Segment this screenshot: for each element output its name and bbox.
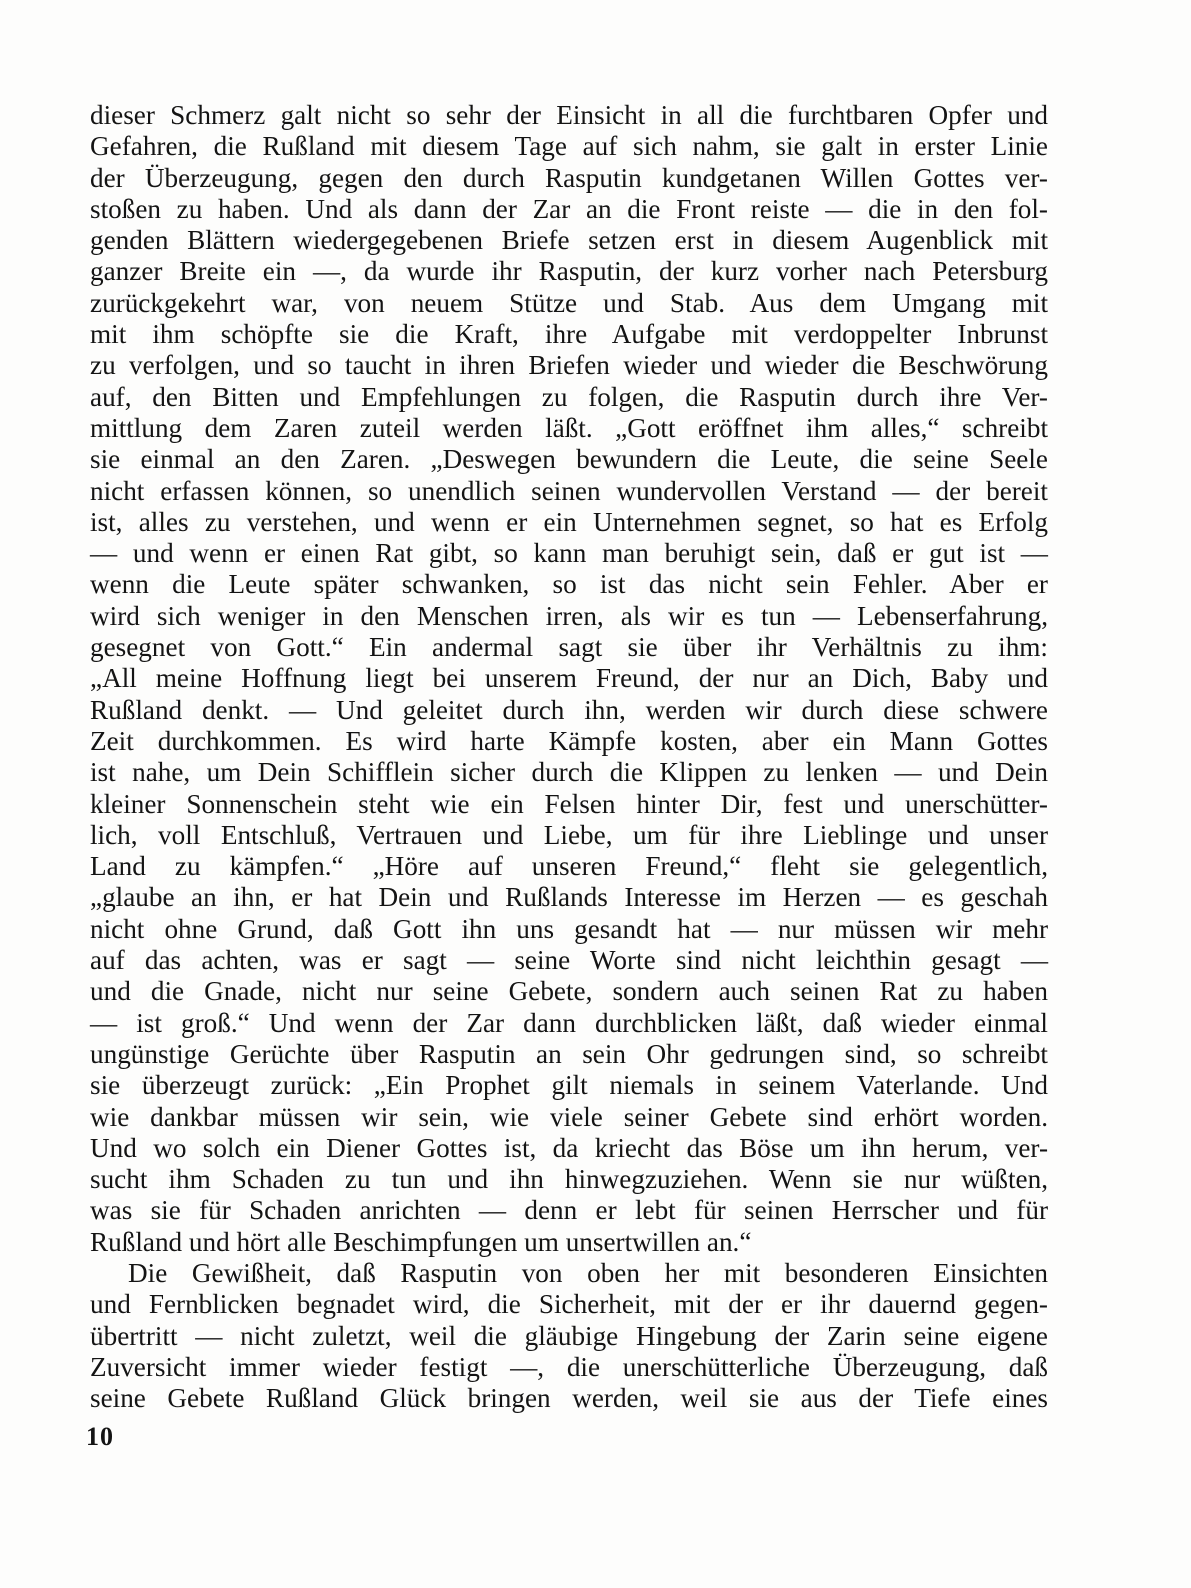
- text-line: und Fernblicken begnadet wird, die Sicherheit, mit der er ihr dauernd gegen-: [90, 1289, 1048, 1320]
- text-line: übertritt — nicht zuletzt, weil die gläubige Hingebung der Zarin seine eigene: [90, 1320, 1048, 1351]
- text-line: ungünstige Gerüchte über Rasputin an sein Ohr gedrungen sind, so schreibt: [90, 1038, 1048, 1069]
- text-line: nicht ohne Grund, daß Gott ihn uns gesandt hat — nur müssen wir mehr: [90, 913, 1048, 944]
- text-line: Und wo solch ein Diener Gottes ist, da kriecht das Böse um ihn herum, ver-: [90, 1132, 1048, 1163]
- text-line: stoßen zu haben. Und als dann der Zar an die Front reiste — die in den fol-: [90, 193, 1048, 224]
- text-line: ist nahe, um Dein Schifflein sicher durch die Klippen zu lenken — und Dein: [90, 757, 1048, 788]
- text-line: Rußland denkt. — Und geleitet durch ihn, werden wir durch diese schwere: [90, 694, 1048, 725]
- text-line: Rußland und hört alle Beschimpfungen um unsertwillen an.“: [90, 1226, 752, 1257]
- text-line: und die Gnade, nicht nur seine Gebete, sondern auch seinen Rat zu haben: [90, 976, 1048, 1007]
- text-line: ganzer Breite ein —, da wurde ihr Rasputin, der kurz vorher nach Petersburg: [90, 256, 1048, 287]
- text-line: der Überzeugung, gegen den durch Rasputin kundgetanen Willen Gottes ver-: [90, 162, 1048, 193]
- text-line: Land zu kämpfen.“ „Höre auf unseren Freund,“ fleht sie gelegentlich,: [90, 851, 1048, 882]
- text-line: dieser Schmerz galt nicht so sehr der Einsicht in all die furchtbaren Opfer und: [90, 100, 1048, 130]
- text-line: Zeit durchkommen. Es wird harte Kämpfe kosten, aber ein Mann Gottes: [90, 725, 1048, 756]
- text-line: lich, voll Entschluß, Vertrauen und Liebe, um für ihre Lieblinge und unser: [90, 819, 1048, 850]
- text-line: zu verfolgen, und so taucht in ihren Briefen wieder und wieder die Beschwörung: [90, 350, 1048, 381]
- text-line: „All meine Hoffnung liegt bei unserem Freund, der nur an Dich, Baby und: [90, 663, 1048, 694]
- page-number: 10: [86, 1422, 114, 1451]
- paragraph-2: [90, 1258, 1048, 1414]
- text-line: zurückgekehrt war, von neuem Stütze und Stab. Aus dem Umgang mit: [90, 287, 1048, 318]
- text-line: mit ihm schöpfte sie die Kraft, ihre Aufgabe mit verdoppelter Inbrunst: [90, 319, 1048, 350]
- text-line: mittlung dem Zaren zuteil werden läßt. „Gott eröffnet ihm alles,“ schreibt: [90, 412, 1048, 443]
- text-line: kleiner Sonnenschein steht wie ein Felsen hinter Dir, fest und unerschütter-: [90, 788, 1048, 819]
- text-line: Die Gewißheit, daß Rasputin von oben her mit besonderen Einsichten: [128, 1257, 1048, 1288]
- text-line: seine Gebete Rußland Glück bringen werden, weil sie aus der Tiefe eines: [90, 1383, 1048, 1414]
- text-line: nicht erfassen können, so unendlich seinen wundervollen Verstand — der bereit: [90, 475, 1048, 506]
- text-line: Gefahren, die Rußland mit diesem Tage auf sich nahm, sie galt in erster Linie: [90, 131, 1048, 162]
- text-line: „glaube an ihn, er hat Dein und Rußlands Interesse im Herzen — es geschah: [90, 882, 1048, 913]
- text-line: Zuversicht immer wieder festigt —, die unerschütterliche Überzeugung, daß: [90, 1351, 1048, 1382]
- text-line: sucht ihm Schaden zu tun und ihn hinwegzuziehen. Wenn sie nur wüßten,: [90, 1164, 1048, 1195]
- text-line: sie einmal an den Zaren. „Deswegen bewundern die Leute, die seine Seele: [90, 444, 1048, 475]
- text-line: auf das achten, was er sagt — seine Worte sind nicht leichthin gesagt —: [90, 945, 1048, 976]
- text-line: wird sich weniger in den Menschen irren, als wir es tun — Lebenserfahrung,: [90, 600, 1048, 631]
- text-line: wie dankbar müssen wir sein, wie viele seiner Gebete sind erhört worden.: [90, 1101, 1048, 1132]
- text-line: genden Blättern wiedergegebenen Briefe setzen erst in diesem Augenblick mit: [90, 225, 1048, 256]
- text-line: — ist groß.“ Und wenn der Zar dann durchblicken läßt, daß wieder einmal: [90, 1007, 1048, 1038]
- text-line: auf, den Bitten und Empfehlungen zu folgen, die Rasputin durch ihre Ver-: [90, 381, 1048, 412]
- text-line: wenn die Leute später schwanken, so ist das nicht sein Fehler. Aber er: [90, 569, 1048, 600]
- text-line: ist, alles zu verstehen, und wenn er ein Unternehmen segnet, so hat es Erfolg: [90, 506, 1048, 537]
- body-text: [90, 100, 1048, 1414]
- text-line: — und wenn er einen Rat gibt, so kann man beruhigt sein, daß er gut ist —: [90, 538, 1048, 569]
- text-line: sie überzeugt zurück: „Ein Prophet gilt niemals in seinem Vaterlande. Und: [90, 1070, 1048, 1101]
- text-line: was sie für Schaden anrichten — denn er lebt für seinen Herrscher und für: [90, 1195, 1048, 1226]
- paragraph-1: [90, 100, 1048, 1258]
- text-line: gesegnet von Gott.“ Ein andermal sagt sie über ihr Verhältnis zu ihm:: [90, 632, 1048, 663]
